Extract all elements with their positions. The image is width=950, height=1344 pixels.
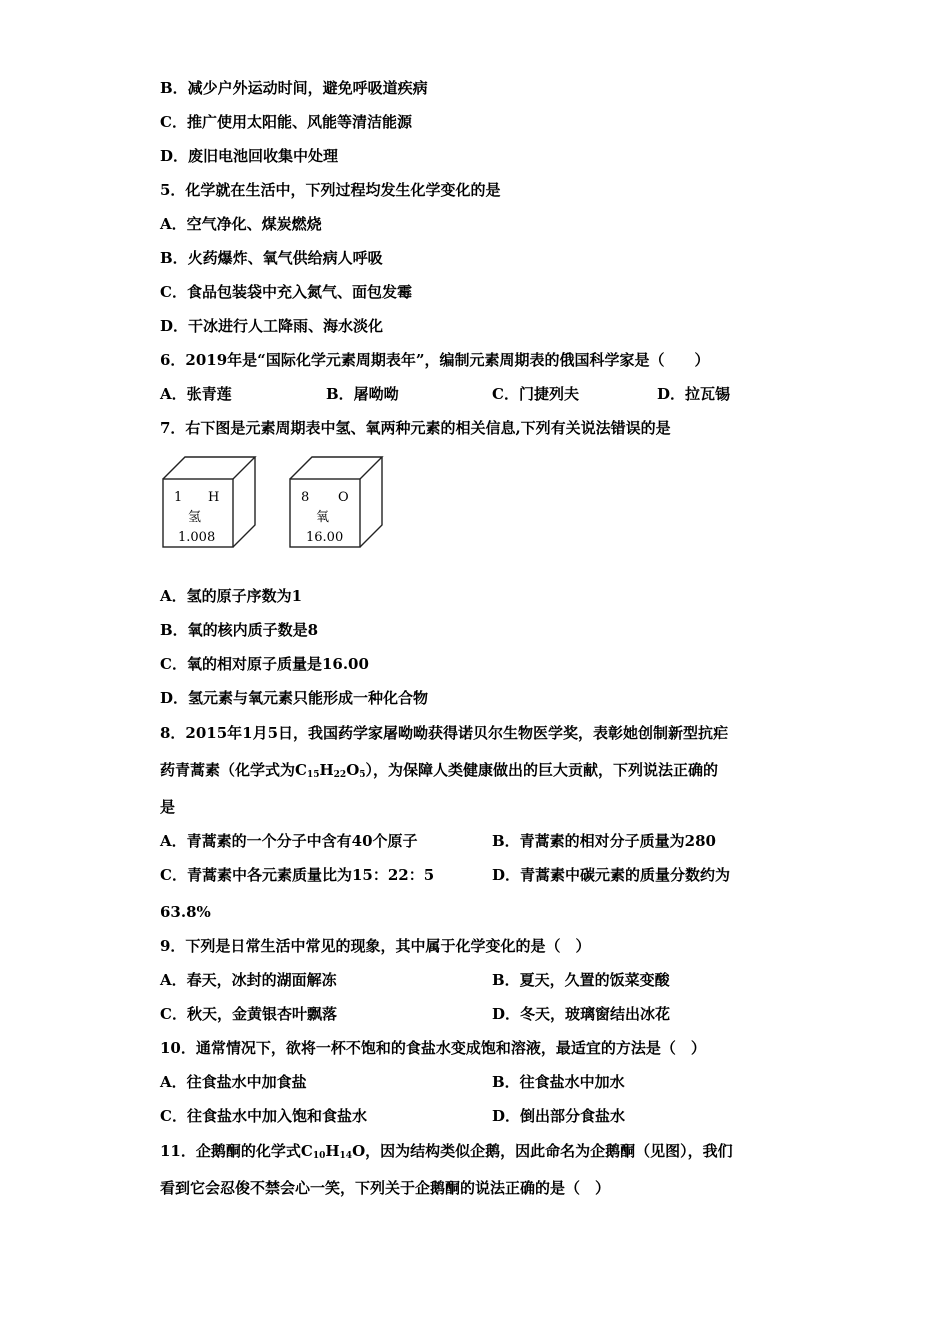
q8-h: H — [319, 761, 334, 779]
q11-h: H — [325, 1142, 340, 1160]
q6-option-a: A．张青莲 — [160, 385, 232, 403]
q4-option-b: B．减少户外运动时间，避免呼吸道疾病 — [160, 79, 428, 97]
q8-stem-line2-post: ），为保障人类健康做出的巨大贡献，下列说法正确的 — [365, 761, 719, 779]
q6-option-b: B．屠呦呦 — [326, 385, 399, 403]
q5-stem: 5．化学就在生活中，下列过程均发生化学变化的是 — [160, 181, 501, 199]
q5-option-d: D．干冰进行人工降雨、海水淡化 — [160, 317, 384, 335]
q4-option-d: D．废旧电池回收集中处理 — [160, 147, 339, 165]
hydrogen-number: 1 — [174, 490, 183, 505]
q7-option-b: B．氧的核内质子数是8 — [160, 621, 319, 639]
q7-option-d: D．氢元素与氧元素只能形成一种化合物 — [160, 689, 429, 707]
q6-option-c: C．门捷列夫 — [492, 385, 579, 403]
oxygen-name: 氧 — [316, 510, 330, 525]
oxygen-mass: 16.00 — [306, 530, 344, 545]
q10-option-b: B．往食盐水中加水 — [492, 1073, 625, 1091]
q8-option-b: B．青蒿素的相对分子质量为280 — [492, 832, 716, 850]
q8-o: O — [346, 761, 360, 779]
q11-sub-10: 10 — [312, 1151, 326, 1161]
q5-option-c: C．食品包装袋中充入氮气、面包发霉 — [160, 283, 412, 301]
q8-stem-line3: 是 — [160, 798, 176, 816]
q8-stem-line1: 8．2015年1月5日，我国药学家屠呦呦获得诺贝尔生物医学奖，表彰她创制新型抗疟 — [160, 724, 729, 742]
q5-option-b: B．火药爆炸、氧气供给病人呼吸 — [160, 249, 383, 267]
q10-option-a: A．往食盐水中加食盐 — [160, 1073, 307, 1091]
q6-option-d: D．拉瓦锡 — [657, 385, 731, 403]
element-cells-figure — [160, 455, 400, 555]
q9-option-a: A．春天，冰封的湖面解冻 — [160, 971, 337, 989]
q9-option-c: C．秋天，金黄银杏叶飘落 — [160, 1005, 337, 1023]
q9-option-b: B．夏天，久置的饭菜变酸 — [492, 971, 670, 989]
q11-stem-line1 — [160, 1141, 733, 1161]
q6-stem: 6．2019年是“国际化学元素周期表年”，编制元素周期表的俄国科学家是（ ） — [160, 351, 710, 369]
q8-option-c: C．青蒿素中各元素质量比为15：22：5 — [160, 866, 435, 884]
hydrogen-symbol: H — [208, 490, 220, 505]
q8-option-d-cont: 63.8% — [160, 903, 211, 921]
q10-option-d: D．倒出部分食盐水 — [492, 1107, 626, 1125]
q8-sub-5: 5 — [359, 770, 366, 780]
q8-stem-line2 — [160, 760, 718, 780]
hydrogen-name: 氢 — [188, 510, 202, 525]
q7-option-c: C．氧的相对原子质量是16.00 — [160, 655, 369, 673]
oxygen-symbol: O — [338, 490, 349, 505]
q9-stem: 9．下列是日常生活中常见的现象，其中属于化学变化的是（ ） — [160, 937, 591, 955]
q8-sub-22: 22 — [333, 770, 347, 780]
q8-sub-15: 15 — [306, 770, 320, 780]
q11-sub-14: 14 — [339, 1151, 353, 1161]
q8-option-d: D．青蒿素中碳元素的质量分数约为 — [492, 866, 731, 884]
q5-option-a: A．空气净化、煤炭燃烧 — [160, 215, 322, 233]
q10-stem: 10．通常情况下，欲将一杯不饱和的食盐水变成饱和溶液，最适宜的方法是（ ） — [160, 1039, 706, 1057]
element-cells-svg — [160, 455, 400, 555]
q7-stem: 7．右下图是元素周期表中氢、氧两种元素的相关信息,下列有关说法错误的是 — [160, 419, 671, 437]
q11-stem-line2: 看到它会忍俊不禁会心一笑，下列关于企鹅酮的说法正确的是（ ） — [160, 1179, 611, 1197]
q11-stem-post: O，因为结构类似企鹅，因此命名为企鹅酮（见图），我们 — [352, 1142, 733, 1160]
q11-stem-pre: 11．企鹅酮的化学式C — [160, 1142, 313, 1160]
hydrogen-mass: 1.008 — [178, 530, 216, 545]
q8-option-a: A．青蒿素的一个分子中含有40个原子 — [160, 832, 418, 850]
q10-option-c: C．往食盐水中加入饱和食盐水 — [160, 1107, 367, 1125]
q8-stem-line2-pre: 药青蒿素（化学式为C — [160, 761, 307, 779]
q9-option-d: D．冬天，玻璃窗结出冰花 — [492, 1005, 671, 1023]
q7-option-a: A．氢的原子序数为1 — [160, 587, 303, 605]
oxygen-number: 8 — [301, 490, 310, 505]
q4-option-c: C．推广使用太阳能、风能等清洁能源 — [160, 113, 412, 131]
